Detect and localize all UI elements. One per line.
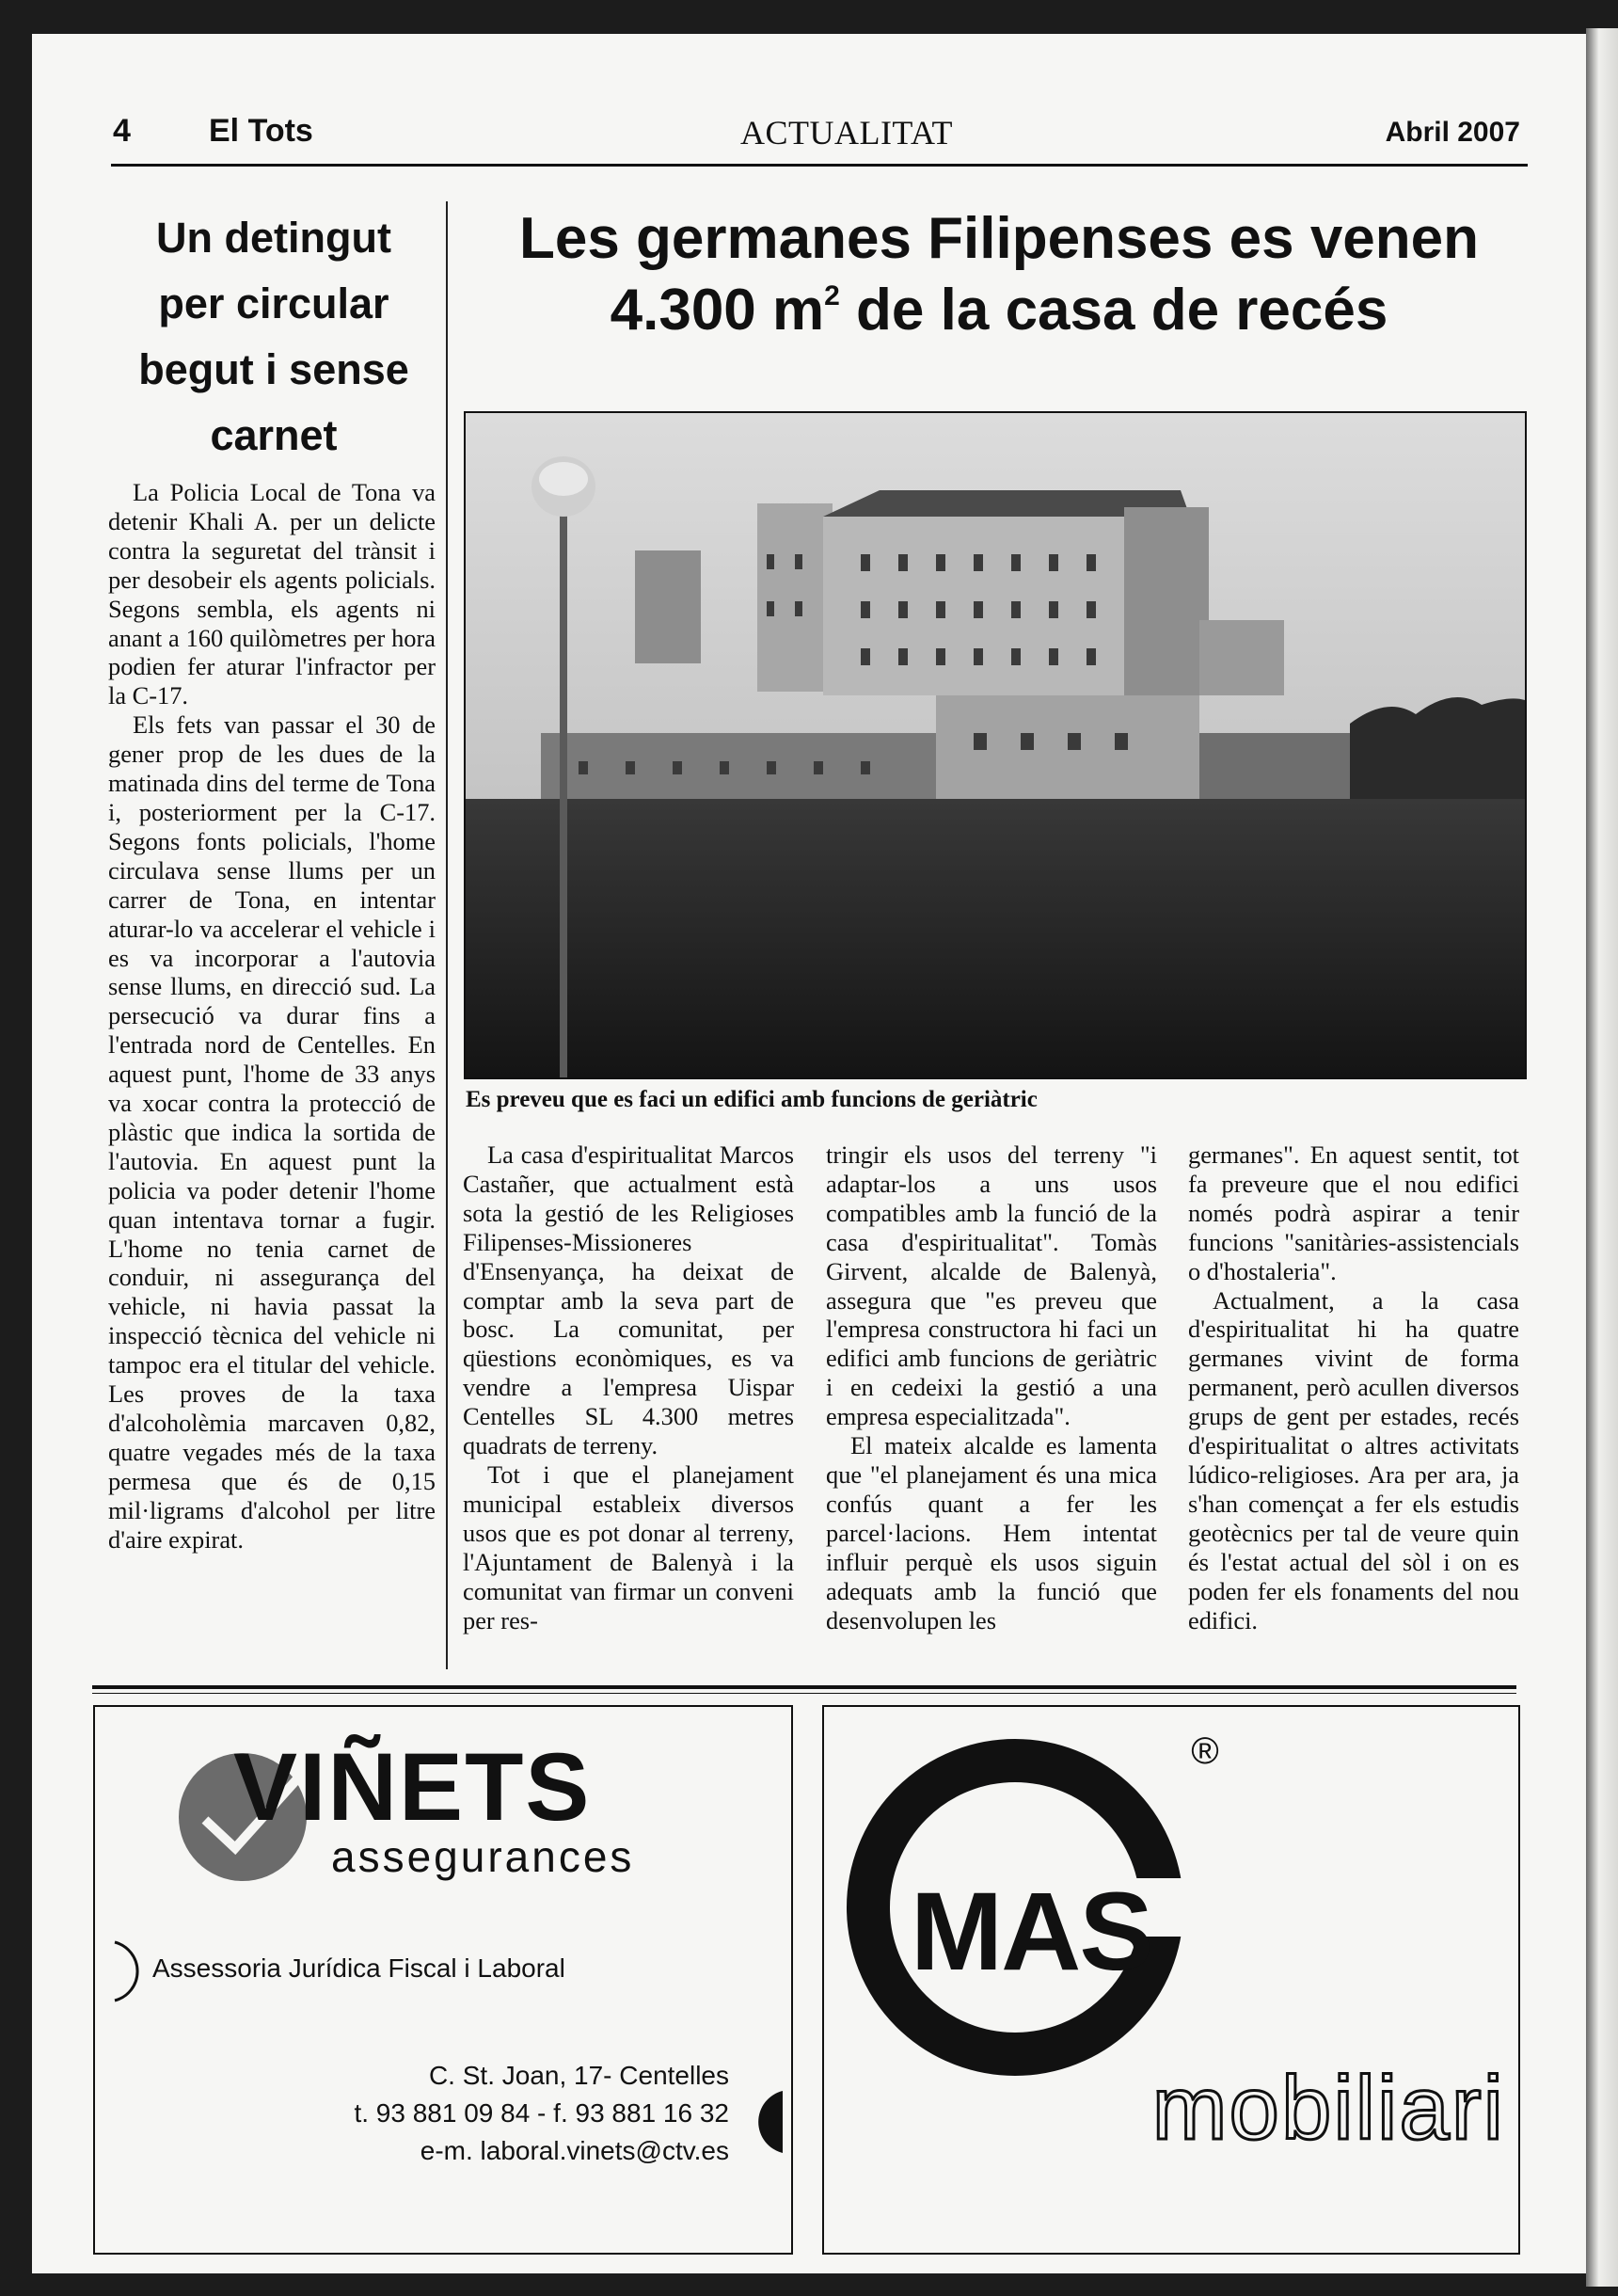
headline-line-1: Les germanes Filipenses es venen bbox=[518, 206, 1480, 271]
photo-caption: Es preveu que es faci un edifici amb funcions de geriàtric bbox=[466, 1087, 1038, 1112]
vinets-contact bbox=[282, 2057, 729, 2170]
paragraph: Actualment, a la casa d'espiritualitat hi ha quatre germanes vivint de forma permanent, però acullen diversos grups de gent per estades, recés d'espiritualitat o altres activitats lúdico-religioses. Ara per ara, ja s'han començat a fer els estudis geotècnics per tal de veure quin és l'estat actual del sòl i on es poden fer els fonaments del nou edifici. bbox=[1188, 1285, 1519, 1634]
paragraph: La casa d'espiritualitat Marcos Castañer, que actualment està sota la gestió de les Religioses Filipenses-Missioneres d'Ensenyança, ha deixat de comptar amb la seva part de bosc. La comunitat, per qüestions econòmiques, es va vendre a l'empresa Uispar Centelles SL 4.300 metres quadrats de terreny. bbox=[463, 1140, 794, 1460]
registered-mark: ® bbox=[1191, 1730, 1219, 1772]
issue-date: Abril 2007 bbox=[1385, 117, 1520, 148]
mas-subtitle: mobiliari bbox=[1151, 2058, 1505, 2159]
section-title: ACTUALITAT bbox=[739, 114, 954, 151]
paragraph: tringir els usos del terreny "i adaptar-los a uns usos compatibles amb la funció de la casa d'espiritualitat". Tomàs Girvent, alcalde de Balenyà, assegura que "es preveu que l'empresa constructora hi faci un edifici amb funcions de geriàtric i en cedeixi la gestió a una empresa especialitzada". bbox=[826, 1140, 1157, 1431]
side-title-line: per circular bbox=[158, 279, 389, 327]
column-divider bbox=[446, 201, 448, 1669]
page-number: 4 bbox=[113, 113, 131, 149]
vinets-phone: t. 93 881 09 84 - f. 93 881 16 32 bbox=[354, 2098, 729, 2128]
ad-divider bbox=[92, 1685, 1516, 1689]
article-column-3 bbox=[1188, 1140, 1519, 1634]
paragraph: La Policia Local de Tona va detenir Khali A. per un delicte contra la seguretat del trànsit i per desobeir els agents policials. Segons sembla, els agents ni anant a 160 quilòmetres per hora podien fer aturar l'infractor per la C-17. bbox=[108, 478, 436, 710]
publication-name: El Tots bbox=[209, 113, 313, 149]
headline-line-2: 4.300 $m^2$ de la casa de recés bbox=[610, 278, 1388, 343]
article-column-2 bbox=[826, 1140, 1157, 1634]
side-title-line: begut i sense bbox=[138, 345, 409, 393]
vinets-email: e-m. laboral.vinets@ctv.es bbox=[420, 2136, 729, 2165]
vinets-subtitle: assegurances bbox=[331, 1832, 635, 1881]
main-article-headline bbox=[463, 203, 1535, 346]
vinets-address: C. St. Joan, 17- Centelles bbox=[428, 2061, 729, 2090]
side-article-body bbox=[108, 478, 436, 1555]
paragraph: Tot i que el planejament municipal estableix diversos usos que es pot donar al terreny, l'Ajuntament de Balenyà i la comunitat van firmar un conveni per res- bbox=[463, 1459, 794, 1634]
vinets-brand-name: VIÑETS bbox=[233, 1733, 592, 1841]
vinets-service: Assessoria Jurídica Fiscal i Laboral bbox=[152, 1953, 565, 1983]
half-disc-decoration-icon bbox=[747, 2089, 785, 2155]
side-title-line: Un detingut bbox=[156, 214, 391, 262]
page-edge bbox=[1586, 28, 1618, 2287]
paragraph: germanes". En aquest sentit, tot fa preveure que el nou edifici només podrà aspirar a tenir funcions "sanitàries-assistencials o d'hostaleria". bbox=[1188, 1140, 1519, 1285]
paragraph: Els fets van passar el 30 de gener prop de les dues de la matinada dins del terme de Tona i, posteriorment per la C-17. Segons fonts policials, l'home circulava sense llums per un carrer de Tona, en intentar aturar-lo va accelerar el vehicle i es va incorporar a l'autovia sense llums, en direcció sud. La persecució va durar fins a l'entrada nord de Centelles. En aquest punt, l'home de 33 anys va xocar contra la protecció de plàstic que indica la sortida de l'autovia. En aquest punt la policia va poder detenir l'home quan intentava tornar a fugir. L'home no tenia carnet de conduir, ni assegurança del vehicle, ni havia passat la inspecció tècnica del vehicle ni tampoc era el titular del vehicle. Les proves de la taxa d'alcoholèmia marcaven 0,82, quatre vegades més de la taxa permesa que és de 0,15 mil·ligrams d'alcohol per litre d'aire expirat. bbox=[108, 710, 436, 1554]
side-article-title bbox=[108, 205, 439, 469]
side-title-line: carnet bbox=[210, 411, 338, 459]
arc-decoration-icon bbox=[111, 1938, 149, 2004]
header-rule bbox=[111, 164, 1528, 167]
mas-brand-name: MAS bbox=[910, 1870, 1152, 1994]
article-photo bbox=[464, 411, 1527, 1079]
article-column-1 bbox=[463, 1140, 794, 1634]
paragraph: El mateix alcalde es lamenta que "el planejament és una mica confús quant a fer les parcel·lacions. Hem intentat influir perquè els usos siguin adequats amb la funció que desenvolupen les bbox=[826, 1431, 1157, 1634]
ad-divider bbox=[92, 1693, 1516, 1694]
